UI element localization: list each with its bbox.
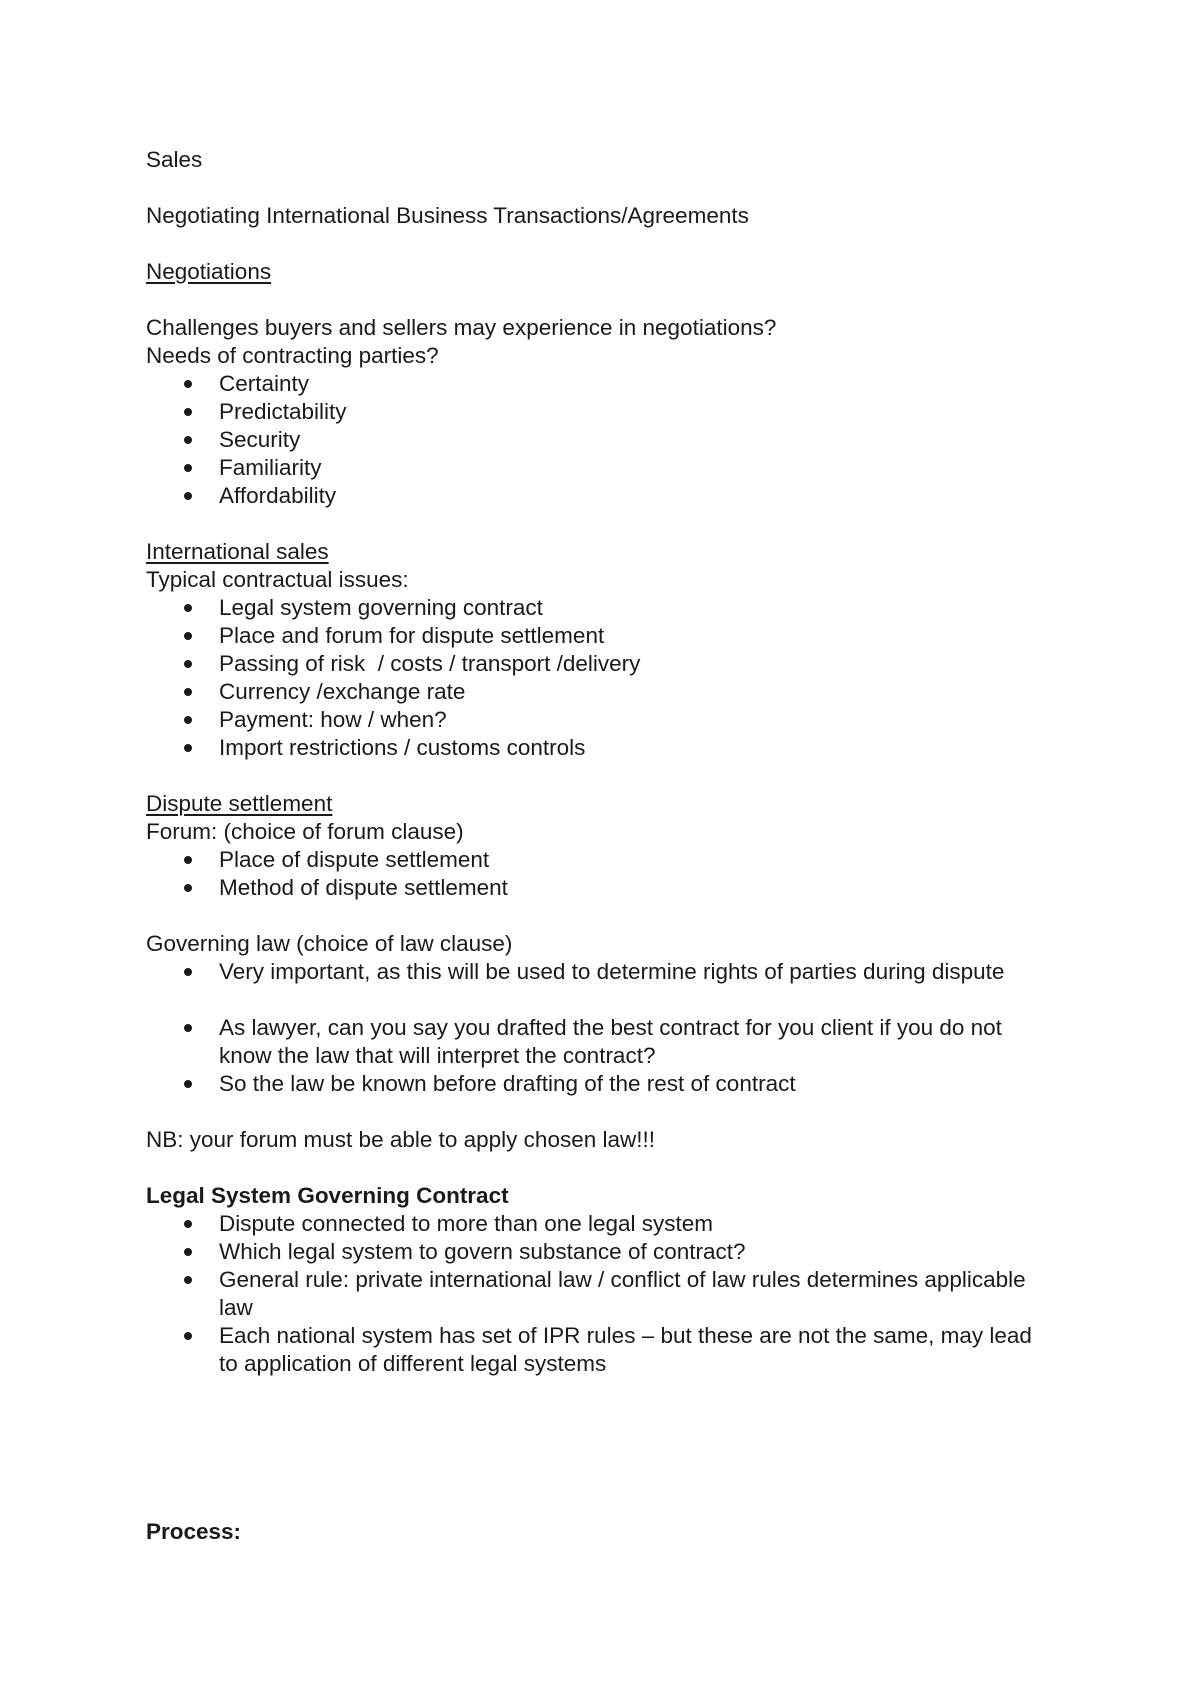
bullet-icon: [184, 716, 192, 724]
negotiations-question-2: Needs of contracting parties?: [146, 343, 439, 368]
bullet-icon: [184, 1248, 192, 1256]
section-heading-negotiations: Negotiations: [146, 259, 272, 284]
nb-note: NB: your forum must be able to apply chosen law!!!: [146, 1127, 655, 1152]
bullet-icon: [184, 968, 192, 976]
bullet-icon: [184, 436, 192, 444]
document-page: Sales Negotiating International Business Transactions/Agreements Negotiations Challenges buyers and sellers may experience in negotiations? Needs of contracting parties? Certainty Predictability Security Familiarity Affordability International sales Typical contractual issues: Legal system governing contract Place and forum for dispute settlement Passing of risk / costs / transport /delivery Currency /exchange rate Payment: how / when? Import restrictions / customs controls Dispute settlement Forum: (choice of forum clause) Place of dispute settlement Method of dispute settlement Governing law (choice of law clause) Very important, as this will be used to determine rights of parties during dispute As lawyer, can you say you drafted the best contract for you client if you do not know the law that will interpret the contract? So the law be known before drafting of the rest of contract NB: your forum must be able to apply chosen law!!! Legal System Governing Contract Dispute connected to more than one legal system Which legal system to govern substance of contract? General rule: private international law / conflict of law rules determines applicable law Each national system has set of IPR rules – but these are not the same, may lead to application of different legal systems Process:: [0, 0, 1200, 1698]
forum-clause-label: Forum: (choice of forum clause): [146, 819, 464, 844]
bullet-icon: [184, 464, 192, 472]
governing-law-label: Governing law (choice of law clause): [146, 931, 513, 956]
bullet-icon: [184, 884, 192, 892]
bullet-icon: [184, 604, 192, 612]
bullet-icon: [184, 1220, 192, 1228]
bullet-icon: [184, 492, 192, 500]
bullet-icon: [184, 856, 192, 864]
intl-sales-intro: Typical contractual issues:: [146, 567, 409, 592]
bullet-icon: [184, 1080, 192, 1088]
bullet-icon: [184, 744, 192, 752]
negotiations-question-1: Challenges buyers and sellers may experience in negotiations?: [146, 315, 777, 340]
section-heading-international-sales: International sales: [146, 539, 329, 564]
section-heading-legal-system: Legal System Governing Contract: [146, 1183, 509, 1208]
doc-subtitle: Negotiating International Business Transactions/Agreements: [146, 203, 749, 228]
bullet-icon: [184, 380, 192, 388]
bullet-icon: [184, 1276, 192, 1284]
section-heading-dispute-settlement: Dispute settlement: [146, 791, 333, 816]
bullet-icon: [184, 632, 192, 640]
bullet-icon: [184, 1024, 192, 1032]
bullet-icon: [184, 408, 192, 416]
bullet-icon: [184, 1332, 192, 1340]
bullet-icon: [184, 660, 192, 668]
doc-title: Sales: [146, 147, 203, 172]
section-heading-process: Process:: [146, 1519, 242, 1544]
bullet-icon: [184, 688, 192, 696]
